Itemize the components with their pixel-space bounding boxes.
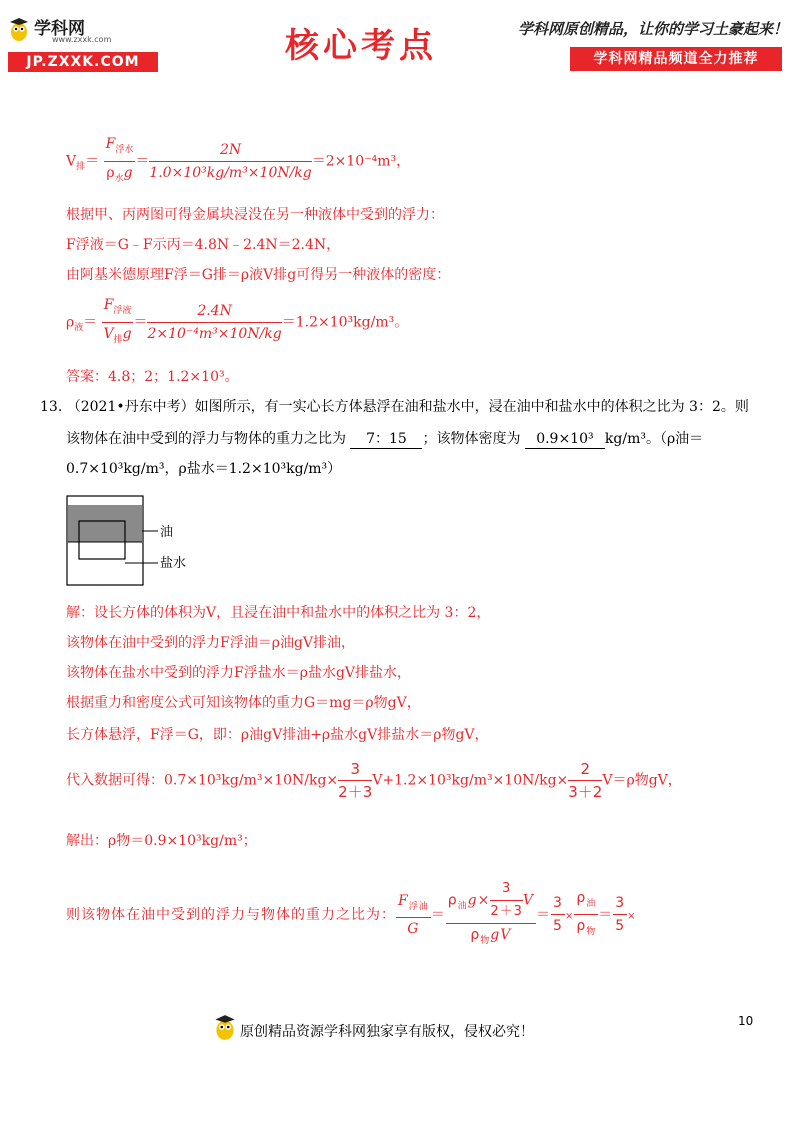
q13-line3: 0.7×10³kg/m³，ρ盐水＝1.2×10³kg/m³） [66,461,342,477]
sol13-line6: 代入数据可得：0.7×10³kg/m³×10N/kg× $\frac{3}{2+3}$ V+1.2×10³kg/m³×10N/kg× $\frac{2}{3+2}$ V＝ρ物gV， [66,760,682,801]
answer-blank-density: 0.9×10³ [525,430,605,449]
fraction-f-vg: $\frac{F_{浮液}}{V_排g}$ [103,297,132,345]
header-channel: 学科网精品频道全力推荐 [570,47,782,71]
page-number: 10 [738,1014,754,1028]
answer-12: 答案：4.8；2；1.2×10³。 [66,369,239,385]
container-diagram [66,495,206,587]
logo-url: www.zxxk.com [52,35,112,44]
logo-bar: JP.ZXXK.COM [8,52,158,72]
logo [8,14,158,72]
fraction-3-5-result: $\frac{3}{5}$ [615,895,626,935]
header-title: 核心考点 [285,26,437,66]
fraction-f-over-g: $\frac{F_{浮油}}{G}$ [398,892,429,938]
label-oil: 油 [160,525,174,540]
sol13-line7: 解出：ρ物＝0.9×10³kg/m³； [66,833,257,849]
fraction-2-over-5: $\frac{2}{3+2}$ [568,760,603,801]
answer-blank-ratio: 7：15 [350,430,422,449]
owl-footer-icon [212,1013,238,1041]
fraction-ratio-expanded: $\rho_油g\times$ $\frac{3}{2+3}$ V $\rho_物gV$ [447,881,535,946]
owl-mascot-icon [8,16,30,42]
v-formula: $V_排=$ $\frac{F_{浮水}}{\rho_水g}$ ＝ $\frac{2N}{\text{1.0×10³kg/m³×10N/kg}}$ ＝2×10⁻⁴m³， [66,135,410,188]
fraction-3-5: $\frac{3}{5}$ [553,895,563,935]
sol12-line4: 由阿基米德原理F浮＝G排＝ρ液V排g可得另一种液体的密度： [66,267,451,283]
label-saltwater: 盐水 [160,556,187,571]
fraction-3-over-5: $\frac{3}{2+3}$ [338,760,373,801]
sol13-line2: 该物体在油中受到的浮力F浮油＝ρ油gV排油， [66,635,356,651]
sol12-line3: F浮液＝G﹣F示丙＝4.8N﹣2.4N＝2.4N， [66,237,341,253]
rho-formula: $\rho_液=$ $\frac{F_{浮液}}{V_排g}$ ＝ $\frac{2.4N}{\text{2×10⁻⁴m³×10N/kg}}$ ＝1.2×10³kg/m³。 [66,296,408,349]
fraction-rho-ratio: $\frac{\rho_油}{\rho_物}$ [576,889,597,938]
sol13-line1: 解：设长方体的体积为V，且浸在油中和盐水中的体积之比为 3：2， [66,605,491,621]
header-slogan: 学科网原创精品，让你的学习土豪起来！ [518,20,789,38]
fraction-f-rho-g: $\frac{F_{浮水}}{\rho_水g}$ [105,136,134,184]
fraction-rho-value: $\frac{2.4N}{\text{2×10⁻⁴m³×10N/kg}}$ [147,302,282,342]
fraction-v-value: $\frac{2N}{\text{1.0×10³kg/m³×10N/kg}}$ [149,141,312,181]
sol13-line3: 该物体在盐水中受到的浮力F浮盐水＝ρ盐水gV排盐水， [66,665,412,681]
q13-line2: 该物体在油中受到的浮力与物体的重力之比为 7：15 ；该物体密度为 0.9×10³ kg/m³。（ρ油＝ [66,431,704,447]
footer-copyright: 原创精品资源学科网独家享有版权，侵权必究！ [240,1024,534,1040]
q13-line1: 13. （2021•丹东中考）如图所示，有一实心长方体悬浮在油和盐水中，浸在油中和盐水中的体积之比为 3：2。则 [40,399,749,415]
sol13-line4: 根据重力和密度公式可知该物体的重力G＝mg＝ρ物gV， [66,695,421,711]
sol12-line2: 根据甲、丙两图可得金属块浸没在另一种液体中受到的浮力： [66,207,444,223]
sol13-line8: 则该物体在油中受到的浮力与物体的重力之比为： $\frac{F_{浮油}}{G}$ ＝ $\rho_油g\times$ $\frac{3}{2+3}$ V $\rho_物gV$ ＝ $\frac{3}{5}$ × $\frac{\rho_油}{\rho_物}$ ＝ $\frac{3}{5}$ × [66,880,637,950]
sol13-line5: 长方体悬浮，F浮＝G，即：ρ油gV排油+ρ盐水gV排盐水＝ρ物gV， [66,727,489,743]
logo-brand: 学科网 [34,19,85,39]
